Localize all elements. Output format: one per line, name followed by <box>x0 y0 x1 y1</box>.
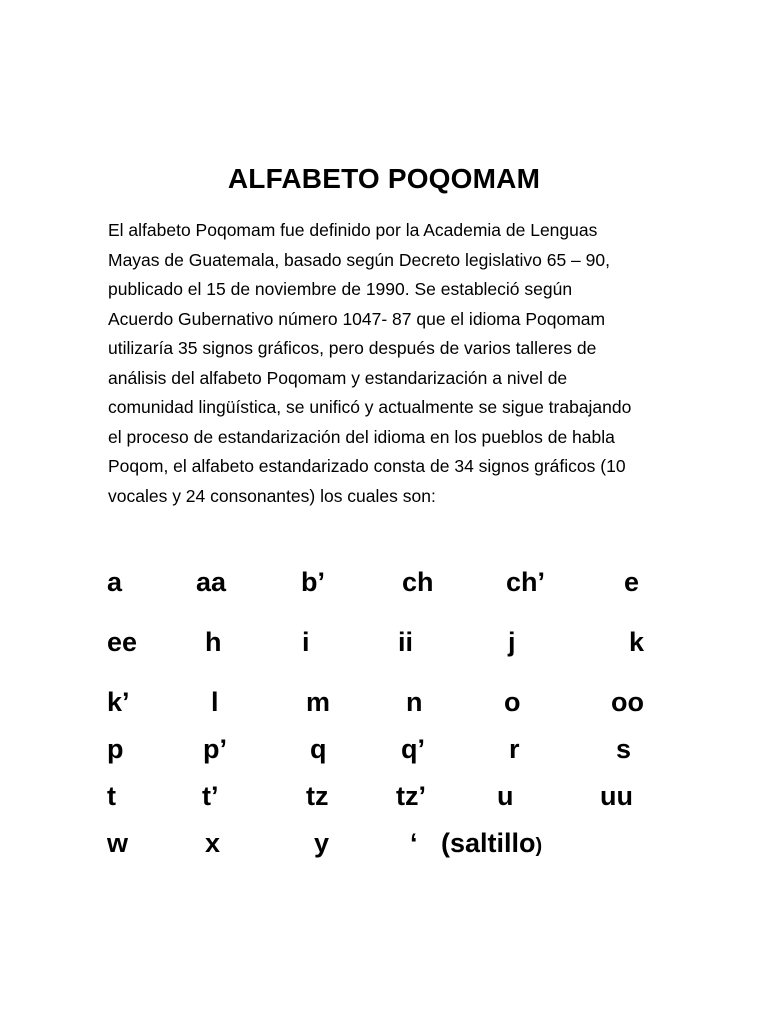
alphabet-letter: oo <box>611 687 644 717</box>
intro-line: Acuerdo Gubernativo número 1047- 87 que el idioma Poqomam <box>108 308 606 329</box>
alphabet-letter: e <box>624 567 640 597</box>
saltillo-label <box>441 826 542 863</box>
alphabet-letter: ii <box>398 627 414 657</box>
alphabet-letter: q <box>310 734 327 764</box>
alphabet-row <box>0 625 768 665</box>
alphabet-letter: n <box>406 687 423 717</box>
alphabet-row <box>0 732 768 772</box>
intro-line: Mayas de Guatemala, basado según Decreto legislativo 65 – 90, <box>108 249 610 270</box>
intro-line: comunidad lingüística, se unificó y actualmente se sigue trabajando <box>108 397 632 417</box>
intro-line: el proceso de estandarización del idioma en los pueblos de habla <box>108 426 615 447</box>
alphabet-letter: u <box>497 781 514 811</box>
alphabet-row <box>0 779 768 819</box>
alphabet-letter: k <box>629 627 645 657</box>
alphabet-row <box>0 565 768 605</box>
alphabet-letter: t <box>107 781 116 811</box>
alphabet-letter: ‘ <box>410 828 418 858</box>
alphabet-letter: h <box>205 627 222 657</box>
intro-line: utilizaría 35 signos gráficos, pero después de varios talleres de <box>108 338 597 358</box>
alphabet-letter: p’ <box>203 734 227 764</box>
alphabet-letter: uu <box>600 781 633 811</box>
alphabet-letter: j <box>508 627 516 657</box>
alphabet-letter: y <box>314 828 330 858</box>
intro-line: El alfabeto Poqomam fue definido por la Academia de Lenguas <box>108 220 598 240</box>
saltillo-close-paren: ) <box>535 835 543 857</box>
alphabet-letter: ee <box>107 627 138 657</box>
alphabet-letter: a <box>107 567 123 597</box>
alphabet-letter: b’ <box>301 567 325 597</box>
alphabet-letter: ch’ <box>506 567 546 597</box>
alphabet-row <box>0 685 768 725</box>
alphabet-letter: r <box>509 734 520 764</box>
alphabet-letter: o <box>504 687 521 717</box>
alphabet-letter: i <box>302 627 310 657</box>
alphabet-letter: tz <box>306 781 329 811</box>
alphabet-letter: q’ <box>401 734 425 764</box>
alphabet-letter: l <box>211 687 219 717</box>
alphabet-letter: s <box>616 734 632 764</box>
alphabet-letter: w <box>107 828 129 858</box>
intro-line: Poqom, el alfabeto estandarizado consta de 34 signos gráficos (10 <box>108 456 626 476</box>
page-title: ALFABETO POQOMAM <box>227 163 541 194</box>
alphabet-letter: k’ <box>107 687 130 717</box>
intro-line: publicado el 15 de noviembre de 1990. Se estableció según <box>108 279 573 299</box>
alphabet-letter: t’ <box>202 781 219 811</box>
alphabet-letter: aa <box>196 567 227 597</box>
alphabet-letter: p <box>107 734 124 764</box>
alphabet-letter: tz’ <box>396 781 426 811</box>
saltillo-text: (saltillo <box>441 828 536 858</box>
alphabet-letter: x <box>205 828 221 858</box>
intro-line: análisis del alfabeto Poqomam y estandarización a nivel de <box>108 367 568 388</box>
alphabet-letter: m <box>306 687 331 717</box>
intro-paragraph <box>108 216 660 511</box>
alphabet-letter: ch <box>402 567 434 597</box>
alphabet-row <box>0 826 768 866</box>
intro-line: vocales y 24 consonantes) los cuales son: <box>108 485 436 506</box>
